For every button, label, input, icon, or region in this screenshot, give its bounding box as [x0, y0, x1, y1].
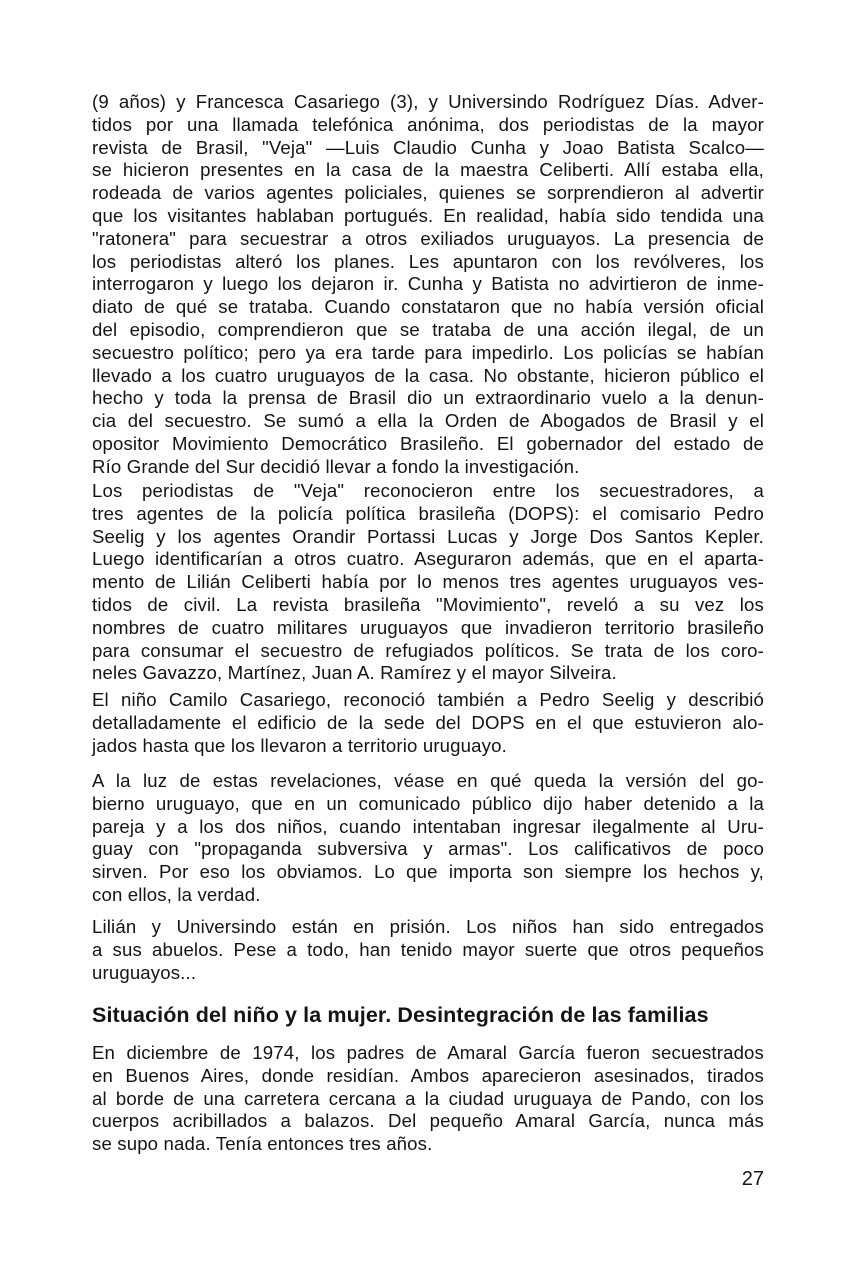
text-line: diato de qué se trataba. Cuando constataron que no había versión oficial — [92, 296, 764, 318]
text-line: Los periodistas de "Veja" reconocieron entre los secuestradores, a — [92, 480, 764, 501]
text-line: tres agentes de la policía política brasileña (DOPS): el comisario Pedro — [92, 502, 764, 524]
text-line: (9 años) y Francesca Casariego (3), y Universindo Rodríguez Días. Adver- — [92, 91, 764, 112]
text-line: Río Grande del Sur decidió llevar a fondo la investigación. — [92, 455, 580, 477]
text-line: pareja y a los dos niños, cuando intentaban ingresar ilegalmente al Uru- — [92, 815, 764, 837]
text-line: en Buenos Aires, donde residían. Ambos aparecieron asesinados, tirados — [92, 1064, 764, 1086]
text-line: mento de Lilián Celiberti había por lo menos tres agentes uruguayos ves- — [92, 571, 764, 593]
text-line: "ratonera" para secuestrar a otros exiliados uruguayos. La presencia de — [92, 227, 764, 249]
text-line: nombres de cuatro militares uruguayos que invadieron territorio brasileño — [92, 616, 764, 638]
text-line: se hicieron presentes en la casa de la maestra Celiberti. Allí estaba ella, — [92, 159, 764, 181]
text-line: Lilián y Universindo están en prisión. Los niños han sido entregados — [92, 916, 764, 937]
text-line: A la luz de estas revelaciones, véase en qué queda la versión del go- — [92, 770, 764, 791]
paragraph-2 — [92, 480, 764, 685]
paragraph-1 — [92, 91, 764, 479]
paragraph-6 — [92, 1042, 764, 1156]
text-line: revista de Brasil, "Veja" —Luis Claudio Cunha y Joao Batista Scalco— — [92, 136, 764, 158]
text-line: sirven. Por eso los obviamos. Lo que importa son siempre los hechos y, — [92, 861, 764, 883]
text-line: rodeada de varios agentes policiales, quienes se sorprendieron al advertir — [92, 182, 764, 204]
text-line: se supo nada. Tenía entonces tres años. — [92, 1133, 433, 1155]
text-line: del episodio, comprendieron que se trataba de una acción ilegal, de un — [92, 318, 764, 340]
text-line: detalladamente el edificio de la sede del DOPS en el que estuvieron alo- — [92, 711, 764, 733]
text-line: al borde de una carretera cercana a la ciudad uruguaya de Pando, con los — [92, 1087, 764, 1109]
text-line: cuerpos acribillados a balazos. Del pequeño Amaral García, nunca más — [92, 1110, 764, 1132]
section-heading: Situación del niño y la mujer. Desintegración de las familias — [92, 1003, 709, 1027]
text-line: cia del secuestro. Se sumó a ella la Orden de Abogados de Brasil y el — [92, 410, 764, 432]
text-line: los periodistas alteró los planes. Les apuntaron con los revólveres, los — [92, 250, 764, 272]
text-line: tidos por una llamada telefónica anónima, dos periodistas de la mayor — [92, 113, 764, 135]
page-number: 27 — [741, 1168, 764, 1190]
text-line: jados hasta que los llevaron a territorio uruguayo. — [92, 734, 507, 756]
text-line: secuestro político; pero ya era tarde para impedirlo. Los policías se habían — [92, 341, 764, 363]
paragraph-5 — [92, 916, 764, 984]
text-line: interrogaron y luego los dejaron ir. Cunha y Batista no advirtieron de inme- — [92, 273, 764, 295]
text-line: llevado a los cuatro uruguayos de la casa. No obstante, hicieron público el — [92, 364, 764, 386]
text-line: Seelig y los agentes Orandir Portassi Lucas y Jorge Dos Santos Kepler. — [92, 525, 764, 547]
text-line: guay con "propaganda subversiva y armas". Los calificativos de poco — [92, 838, 764, 860]
text-line: uruguayos... — [92, 961, 197, 983]
text-line: tidos de civil. La revista brasileña "Movimiento", reveló a su vez los — [92, 593, 764, 615]
text-line: con ellos, la verdad. — [92, 883, 261, 905]
text-line: hecho y toda la prensa de Brasil dio un extraordinario vuelo a la denun- — [92, 387, 764, 409]
text-line: opositor Movimiento Democrático Brasileño. El gobernador del estado de — [92, 432, 764, 454]
text-line: bierno uruguayo, que en un comunicado público dijo haber detenido a la — [92, 792, 764, 814]
text-line: En diciembre de 1974, los padres de Amaral García fueron secuestrados — [92, 1042, 764, 1063]
text-line: a sus abuelos. Pese a todo, han tenido mayor suerte que otros pequeños — [92, 938, 764, 960]
text-line: para consumar el secuestro de refugiados políticos. Se trata de los coro- — [92, 639, 764, 661]
text-line: que los visitantes hablaban portugués. En realidad, había sido tendida una — [92, 204, 764, 226]
paragraph-3 — [92, 689, 764, 757]
text-line: El niño Camilo Casariego, reconoció también a Pedro Seelig y describió — [92, 689, 764, 710]
paragraph-4 — [92, 770, 764, 907]
text-line: Luego identificarían a otros cuatro. Aseguraron además, que en el aparta- — [92, 548, 764, 570]
text-line: neles Gavazzo, Martínez, Juan A. Ramírez y el mayor Silveira. — [92, 662, 617, 684]
